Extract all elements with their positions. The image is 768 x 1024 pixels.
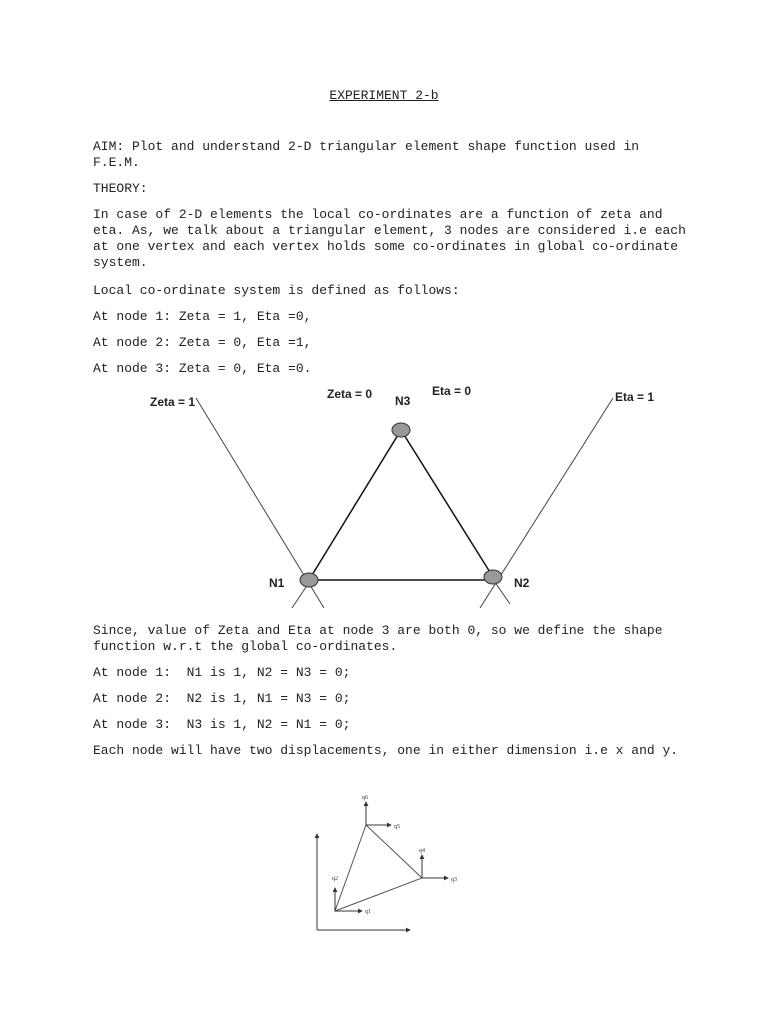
q4-label: q4 (419, 848, 425, 854)
edge-n1-n3 (309, 430, 401, 580)
label-n2: N2 (514, 576, 530, 590)
edge-n3-n2 (401, 430, 493, 577)
node-n2 (484, 570, 502, 584)
label-eta-1: Eta = 1 (615, 390, 655, 404)
element-triangle (335, 825, 422, 911)
q6-label: q6 (362, 795, 368, 801)
q2-label: q2 (332, 876, 338, 882)
displacement-diagram (300, 785, 470, 935)
aim-paragraph: AIM: Plot and understand 2-D triangular element shape function used in F.E.M. (93, 139, 647, 170)
shape-node-1: At node 1: N1 is 1, N2 = N3 = 0; (93, 665, 351, 680)
experiment-title: EXPERIMENT 2-b (329, 88, 439, 103)
triangle-element-diagram (0, 380, 768, 620)
label-eta-0: Eta = 0 (432, 384, 472, 398)
q1-label: q1 (365, 909, 371, 915)
label-zeta-1: Zeta = 1 (150, 395, 196, 409)
node-2-definition: At node 2: Zeta = 0, Eta =1, (93, 335, 312, 350)
q5-label: q5 (394, 824, 400, 830)
node-3-definition: At node 3: Zeta = 0, Eta =0. (93, 361, 312, 376)
theory-heading: THEORY: (93, 181, 148, 196)
displacement-paragraph: Each node will have two displacements, one in either dimension i.e x and y. (93, 743, 679, 758)
node-n1 (300, 573, 318, 587)
since-paragraph: Since, value of Zeta and Eta at node 3 are both 0, so we define the shape function w.r.t the global co-ordinates. (93, 623, 671, 654)
shape-node-3: At node 3: N3 is 1, N2 = N1 = 0; (93, 717, 351, 732)
node-n3 (392, 423, 410, 437)
label-n3: N3 (395, 394, 411, 408)
shape-node-2: At node 2: N2 is 1, N1 = N3 = 0; (93, 691, 351, 706)
label-n1: N1 (269, 576, 285, 590)
theory-paragraph: In case of 2-D elements the local co-ordinates are a function of zeta and eta. As, we talk about a triangular element, 3 nodes are considered i.e each at one vertex and each vertex holds some co-ordinates in global co-ordinate system. (93, 207, 694, 270)
q3-label: q3 (451, 877, 457, 883)
label-zeta-0: Zeta = 0 (327, 387, 373, 401)
local-coords-intro: Local co-ordinate system is defined as follows: (93, 283, 460, 298)
node-1-definition: At node 1: Zeta = 1, Eta =0, (93, 309, 312, 324)
